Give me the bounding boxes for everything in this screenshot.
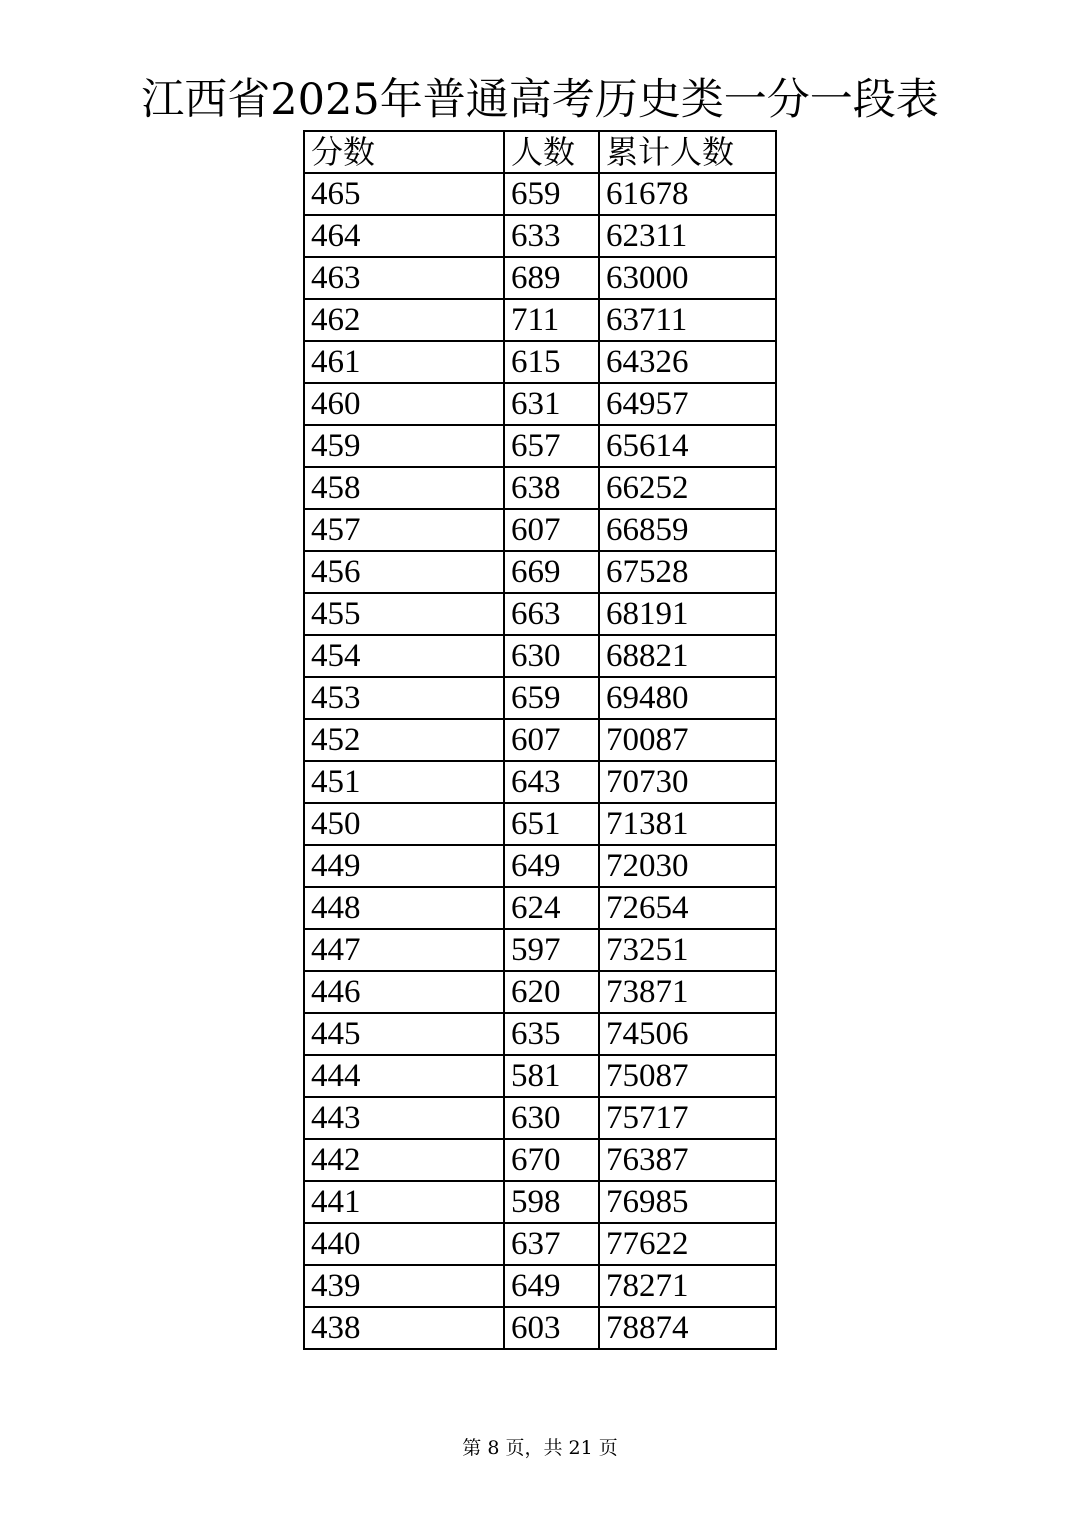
cell-cumulative: 68191 (599, 593, 776, 635)
cell-score: 442 (304, 1139, 504, 1181)
cell-count: 615 (504, 341, 599, 383)
cell-cumulative: 75087 (599, 1055, 776, 1097)
table-row (304, 803, 776, 845)
cell-cumulative: 71381 (599, 803, 776, 845)
cell-count: 630 (504, 1097, 599, 1139)
table-row (304, 719, 776, 761)
cell-count: 598 (504, 1181, 599, 1223)
cell-score: 450 (304, 803, 504, 845)
table-row (304, 467, 776, 509)
table-row (304, 1181, 776, 1223)
cell-count: 657 (504, 425, 599, 467)
cell-cumulative: 61678 (599, 173, 776, 215)
cell-score: 449 (304, 845, 504, 887)
cell-score: 451 (304, 761, 504, 803)
cell-count: 711 (504, 299, 599, 341)
cell-count: 603 (504, 1307, 599, 1349)
cell-count: 669 (504, 551, 599, 593)
cell-score: 447 (304, 929, 504, 971)
page-title: 江西省2025年普通高考历史类一分一段表 (141, 75, 939, 125)
cell-count: 631 (504, 383, 599, 425)
cell-score: 452 (304, 719, 504, 761)
cell-cumulative: 66252 (599, 467, 776, 509)
table-row (304, 929, 776, 971)
cell-count: 649 (504, 845, 599, 887)
cell-count: 651 (504, 803, 599, 845)
table-row (304, 383, 776, 425)
cell-score: 440 (304, 1223, 504, 1265)
cell-score: 443 (304, 1097, 504, 1139)
cell-score: 453 (304, 677, 504, 719)
table-row (304, 551, 776, 593)
cell-cumulative: 64326 (599, 341, 776, 383)
table-row (304, 845, 776, 887)
cell-score: 454 (304, 635, 504, 677)
cell-score: 462 (304, 299, 504, 341)
cell-cumulative: 70730 (599, 761, 776, 803)
table-row (304, 1139, 776, 1181)
table-row (304, 761, 776, 803)
cell-cumulative: 75717 (599, 1097, 776, 1139)
cell-cumulative: 78271 (599, 1265, 776, 1307)
cell-score: 464 (304, 215, 504, 257)
cell-count: 630 (504, 635, 599, 677)
cell-score: 441 (304, 1181, 504, 1223)
cell-count: 620 (504, 971, 599, 1013)
page-footer: 第 8 页，共 21 页 (462, 1437, 618, 1459)
cell-cumulative: 68821 (599, 635, 776, 677)
cell-count: 649 (504, 1265, 599, 1307)
cell-cumulative: 74506 (599, 1013, 776, 1055)
cell-count: 635 (504, 1013, 599, 1055)
cell-cumulative: 64957 (599, 383, 776, 425)
table-row (304, 1055, 776, 1097)
header-cumulative: 累计人数 (599, 131, 776, 173)
cell-count: 638 (504, 467, 599, 509)
cell-cumulative: 65614 (599, 425, 776, 467)
cell-cumulative: 76985 (599, 1181, 776, 1223)
cell-count: 624 (504, 887, 599, 929)
table-row (304, 1307, 776, 1349)
cell-score: 458 (304, 467, 504, 509)
cell-count: 643 (504, 761, 599, 803)
table-body (304, 173, 776, 1349)
cell-score: 459 (304, 425, 504, 467)
cell-score: 461 (304, 341, 504, 383)
cell-cumulative: 70087 (599, 719, 776, 761)
header-count: 人数 (504, 131, 599, 173)
cell-count: 581 (504, 1055, 599, 1097)
cell-score: 439 (304, 1265, 504, 1307)
table-row (304, 1097, 776, 1139)
table-row (304, 971, 776, 1013)
cell-cumulative: 72030 (599, 845, 776, 887)
cell-cumulative: 76387 (599, 1139, 776, 1181)
cell-cumulative: 73251 (599, 929, 776, 971)
table-row (304, 341, 776, 383)
cell-count: 663 (504, 593, 599, 635)
cell-score: 456 (304, 551, 504, 593)
cell-cumulative: 72654 (599, 887, 776, 929)
score-distribution-table (303, 130, 777, 1350)
table-row (304, 1223, 776, 1265)
cell-score: 465 (304, 173, 504, 215)
cell-score: 445 (304, 1013, 504, 1055)
cell-count: 670 (504, 1139, 599, 1181)
cell-score: 438 (304, 1307, 504, 1349)
cell-cumulative: 63000 (599, 257, 776, 299)
cell-count: 607 (504, 719, 599, 761)
header-score: 分数 (304, 131, 504, 173)
cell-cumulative: 62311 (599, 215, 776, 257)
cell-count: 637 (504, 1223, 599, 1265)
cell-cumulative: 67528 (599, 551, 776, 593)
cell-cumulative: 63711 (599, 299, 776, 341)
table-row (304, 299, 776, 341)
cell-score: 463 (304, 257, 504, 299)
table-row (304, 425, 776, 467)
cell-count: 689 (504, 257, 599, 299)
cell-count: 597 (504, 929, 599, 971)
cell-count: 607 (504, 509, 599, 551)
table-row (304, 593, 776, 635)
table-row (304, 173, 776, 215)
table-row (304, 887, 776, 929)
cell-count: 633 (504, 215, 599, 257)
table-row (304, 509, 776, 551)
cell-score: 460 (304, 383, 504, 425)
cell-score: 455 (304, 593, 504, 635)
cell-score: 457 (304, 509, 504, 551)
table-row (304, 257, 776, 299)
cell-cumulative: 66859 (599, 509, 776, 551)
cell-score: 448 (304, 887, 504, 929)
cell-count: 659 (504, 173, 599, 215)
cell-cumulative: 73871 (599, 971, 776, 1013)
table-row (304, 1265, 776, 1307)
cell-cumulative: 77622 (599, 1223, 776, 1265)
cell-score: 444 (304, 1055, 504, 1097)
table-header-row (304, 131, 776, 173)
cell-cumulative: 69480 (599, 677, 776, 719)
cell-cumulative: 78874 (599, 1307, 776, 1349)
cell-count: 659 (504, 677, 599, 719)
table-row (304, 215, 776, 257)
cell-score: 446 (304, 971, 504, 1013)
table-row (304, 677, 776, 719)
table-row (304, 1013, 776, 1055)
table-row (304, 635, 776, 677)
